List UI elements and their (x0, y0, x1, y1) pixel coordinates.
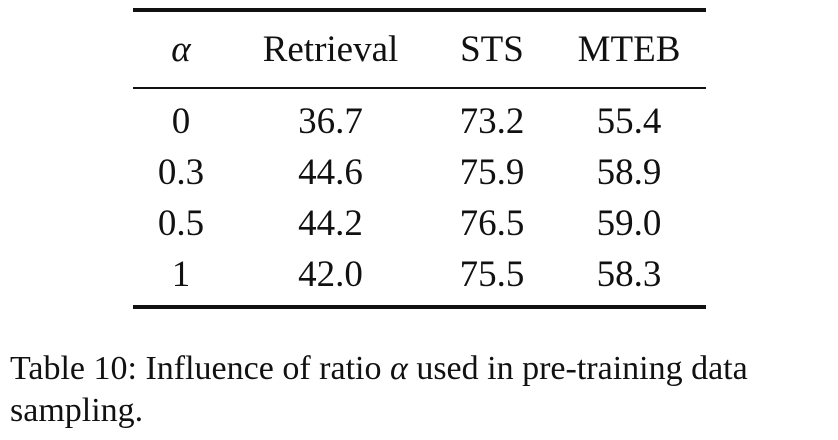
table-cell-retrieval: 44.6 (298, 152, 363, 193)
table-cell-sts: 75.9 (459, 152, 525, 193)
table-cell-alpha: 0 (171, 101, 191, 142)
table-header-row (133, 12, 706, 87)
results-table (133, 12, 706, 87)
column-header-sts: STS (460, 29, 524, 70)
column-header-mteb: MTEB (577, 29, 681, 70)
table-cell-mteb: 55.4 (596, 101, 662, 142)
table-row (133, 249, 706, 305)
table-cell-sts: 73.2 (459, 101, 525, 142)
caption-suffix: used in pre-training data sampling. (10, 350, 748, 429)
table-cell-alpha: 0.3 (157, 152, 205, 193)
column-header-retrieval: Retrieval (262, 29, 399, 70)
table-cell-retrieval: 44.2 (298, 203, 363, 244)
table-cell-alpha: 1 (171, 254, 191, 295)
table-cell-sts: 76.5 (459, 203, 525, 244)
table-cell-alpha: 0.5 (157, 203, 205, 244)
table-row (133, 89, 706, 147)
table-cell-retrieval: 42.0 (298, 254, 363, 295)
table-cell-sts: 75.5 (459, 254, 525, 295)
table-caption (10, 348, 838, 432)
caption-alpha-symbol: α (389, 350, 408, 387)
results-table-body (133, 89, 706, 305)
table-cell-retrieval: 36.7 (298, 101, 363, 142)
table-cell-mteb: 59.0 (596, 203, 662, 244)
table-bottom-rule (133, 305, 706, 309)
table-cell-mteb: 58.9 (596, 152, 662, 193)
table-row (133, 198, 706, 249)
table-row (133, 147, 706, 198)
results-table-container (133, 8, 706, 309)
table-cell-mteb: 58.3 (596, 254, 662, 295)
caption-prefix: Table 10: Influence of ratio (10, 350, 390, 387)
column-header-alpha: α (171, 29, 191, 70)
